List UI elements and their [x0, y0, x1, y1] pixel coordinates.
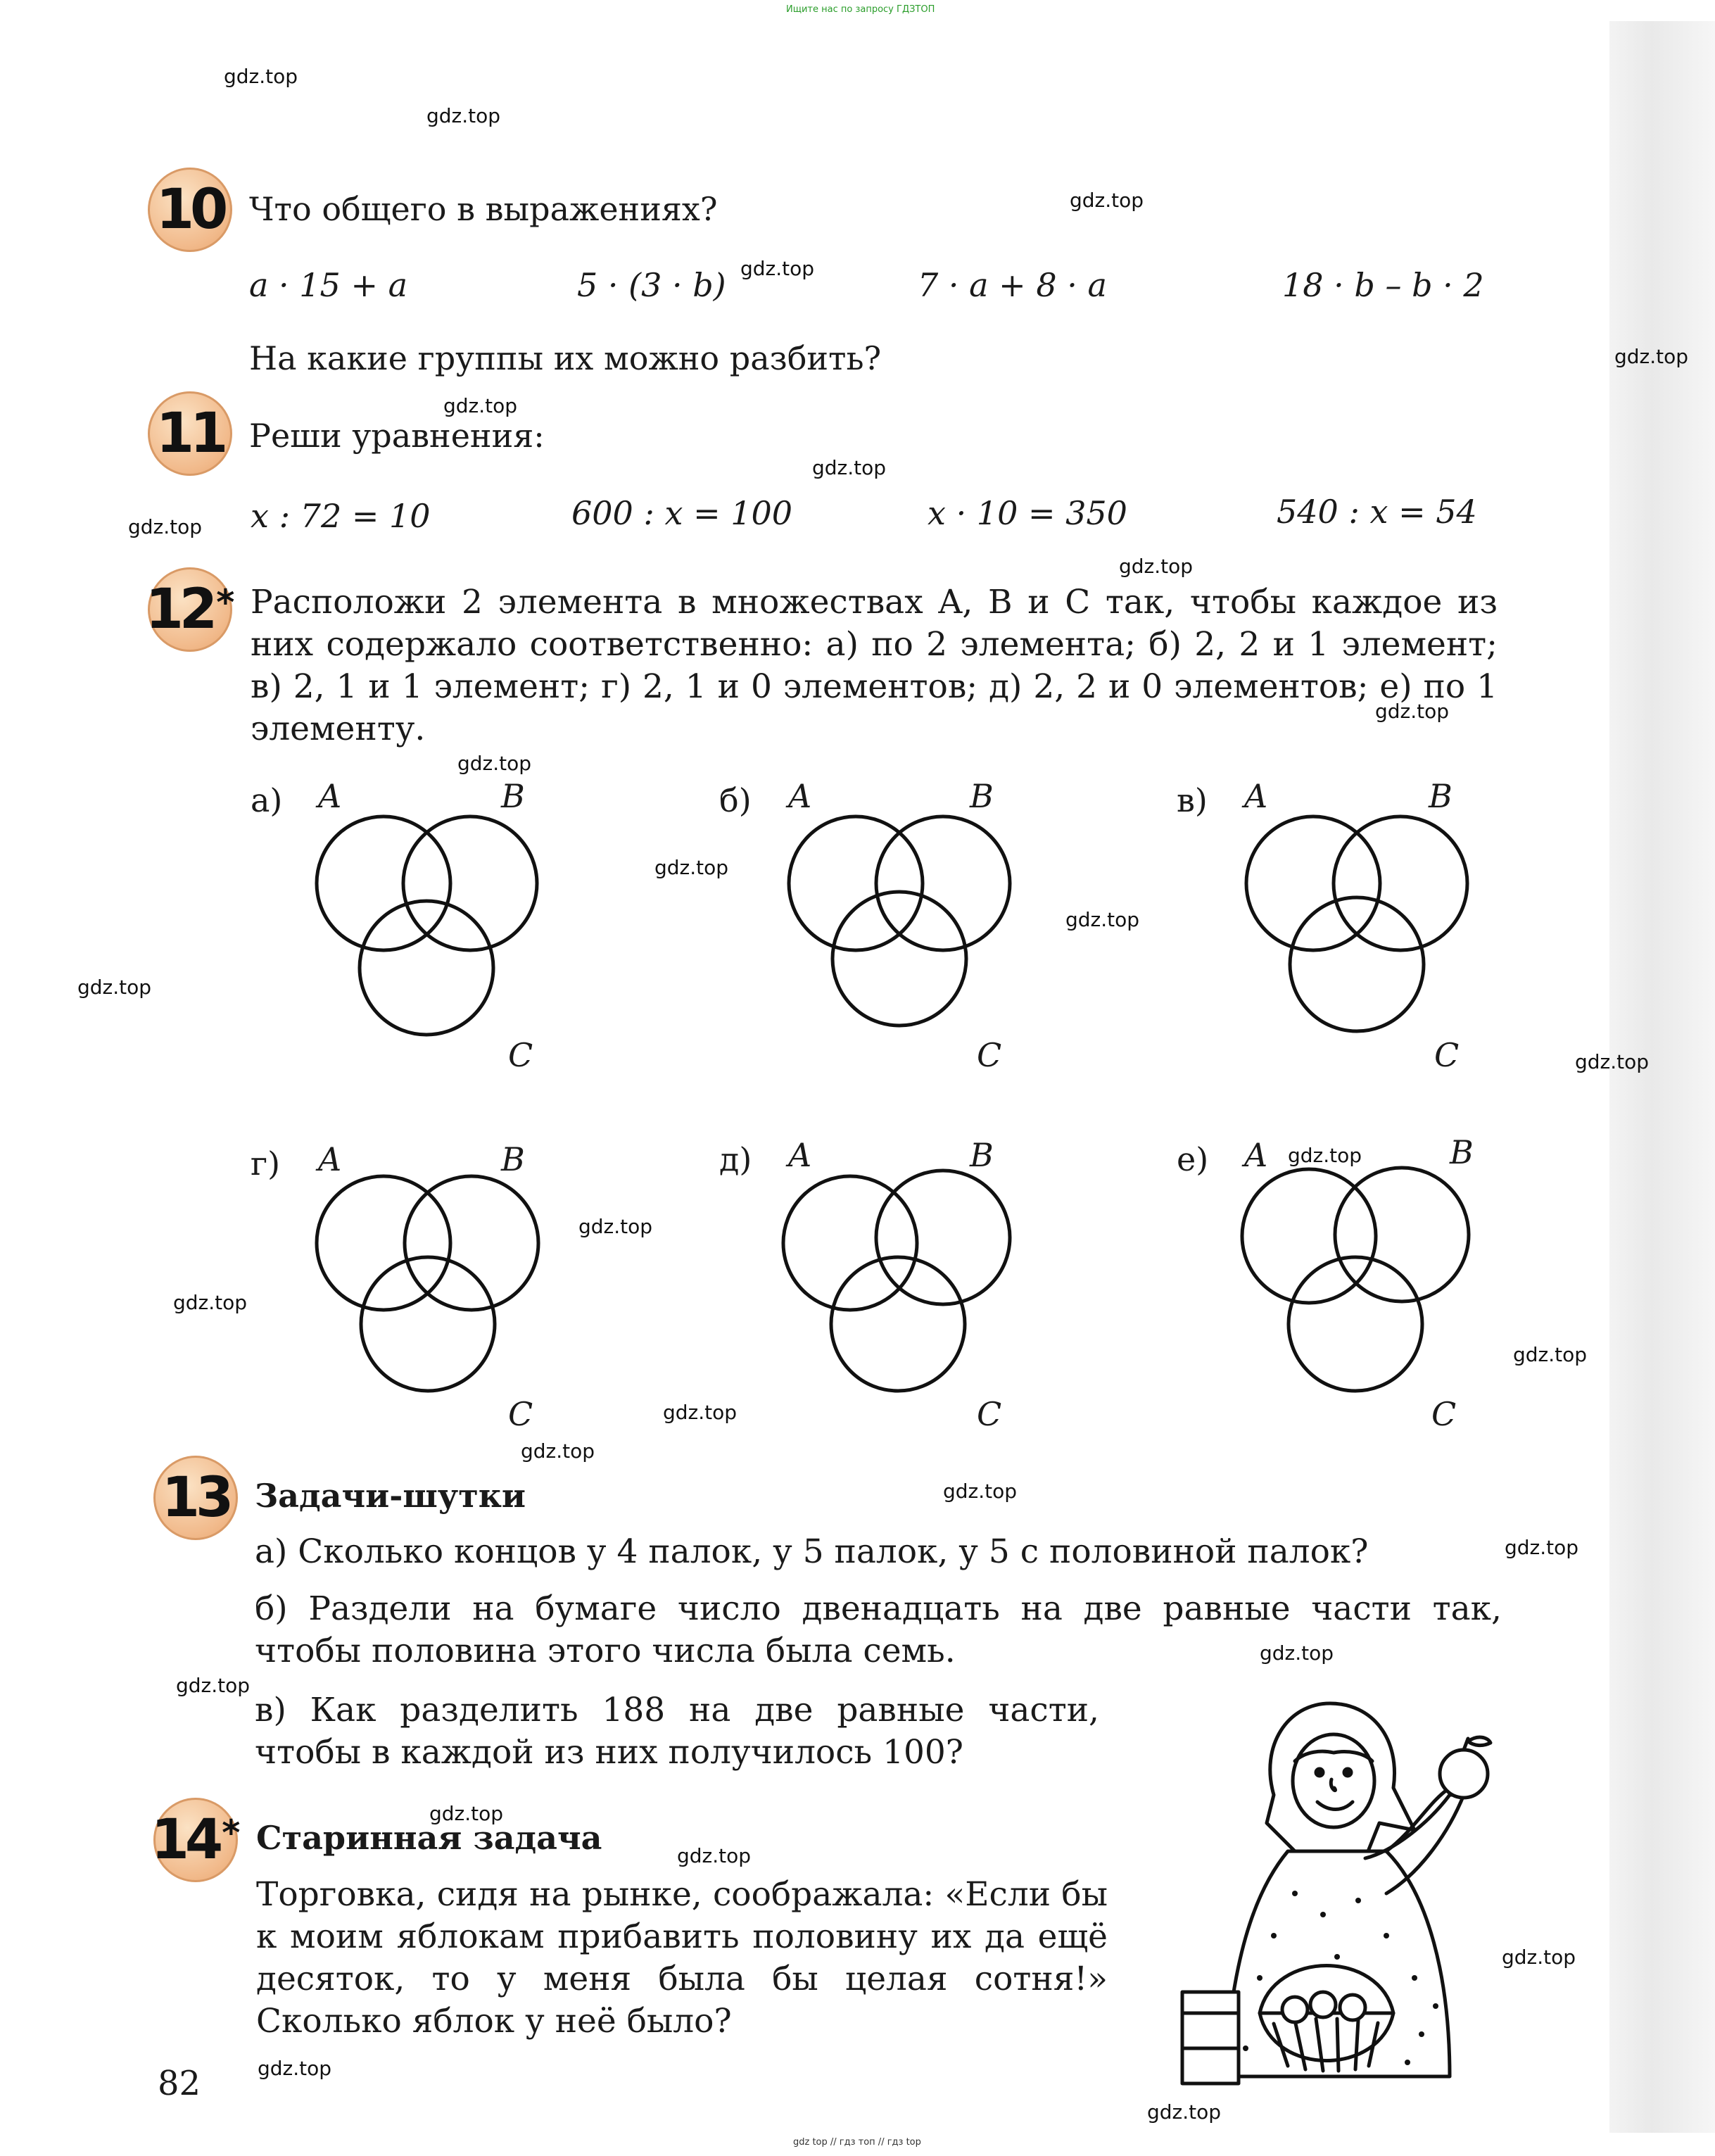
circle-a	[1246, 817, 1380, 950]
watermark: gdz.top	[258, 2057, 332, 2080]
diagram-g-label: г)	[251, 1145, 281, 1183]
watermark: gdz.top	[663, 1401, 738, 1424]
venn-diagram-v	[1224, 795, 1492, 1063]
watermark: gdz.top	[1288, 1144, 1362, 1167]
top-note: Ищите нас по запросу ГДЗТОП	[786, 4, 935, 15]
task-12-badge: 12 *	[148, 567, 232, 652]
watermark: gdz.top	[1119, 555, 1194, 578]
task-14-title: Старинная задача	[256, 1819, 602, 1857]
diagram-v-set-b: B	[1429, 777, 1453, 815]
watermark: gdz.top	[1575, 1050, 1650, 1073]
equation-1: x : 72 = 10	[251, 497, 431, 535]
watermark: gdz.top	[1505, 1536, 1579, 1559]
watermark: gdz.top	[173, 1291, 248, 1314]
venn-diagram-d	[766, 1159, 1033, 1426]
expression-2: 5 · (3 · b)	[577, 266, 726, 304]
watermark: gdz.top	[677, 1844, 752, 1867]
watermark: gdz.top	[176, 1674, 251, 1697]
diagram-g-set-c: C	[508, 1395, 533, 1433]
diagram-b-set-c: C	[977, 1036, 1002, 1074]
bottom-note: gdz top // гдз топ // гдз top	[793, 2137, 921, 2148]
diagram-d-label: д)	[719, 1140, 752, 1178]
diagram-d-set-a: A	[788, 1136, 812, 1174]
circle-b	[876, 817, 1010, 950]
diagram-b-set-a: A	[788, 777, 812, 815]
task-10-followup: На какие группы их можно разбить?	[249, 339, 882, 377]
watermark: gdz.top	[128, 515, 203, 538]
diagram-e-label: е)	[1177, 1140, 1209, 1178]
watermark: gdz.top	[77, 976, 152, 999]
watermark: gdz.top	[654, 856, 729, 879]
watermark: gdz.top	[426, 104, 501, 127]
watermark: gdz.top	[812, 456, 887, 479]
diagram-d-set-b: B	[970, 1136, 994, 1174]
circle-b	[403, 817, 537, 950]
page-spine-shadow	[1609, 21, 1715, 2133]
circle-b	[876, 1171, 1010, 1304]
venn-diagram-g	[296, 1159, 563, 1426]
watermark: gdz.top	[1375, 700, 1450, 723]
watermark: gdz.top	[943, 1480, 1018, 1503]
task-10-question: Что общего в выражениях?	[249, 190, 718, 228]
task-13-c: в) Как разделить 188 на две равные части, чтобы в каждой из них получилось 100?	[255, 1691, 1099, 1772]
circle-b	[405, 1176, 538, 1310]
diagram-e-set-c: C	[1431, 1395, 1457, 1433]
task-11-title: Реши уравнения:	[249, 417, 545, 455]
task-13-b: б) Раздели на бумаге число двенадцать на две равные части так, чтобы половина этого числа была семь.	[255, 1589, 1502, 1670]
watermark: gdz.top	[1065, 908, 1140, 931]
equation-3: x · 10 = 350	[928, 494, 1127, 532]
task-11-badge: 11	[148, 391, 232, 476]
diagram-e-set-a: A	[1244, 1136, 1268, 1174]
expression-4: 18 · b – b · 2	[1282, 266, 1484, 304]
equation-2: 600 : x = 100	[571, 494, 793, 532]
task-14-badge: 14 *	[153, 1798, 238, 1882]
watermark: gdz.top	[1614, 345, 1689, 368]
page-number: 82	[158, 2064, 201, 2103]
watermark: gdz.top	[1513, 1343, 1588, 1366]
diagram-a-set-b: B	[501, 777, 525, 815]
task-13-title: Задачи-шутки	[255, 1477, 526, 1515]
circle-c	[1290, 897, 1424, 1031]
circle-a	[783, 1176, 917, 1310]
venn-diagram-b	[766, 795, 1033, 1063]
venn-diagram-e	[1224, 1152, 1492, 1419]
expression-3: 7 · a + 8 · a	[918, 266, 1107, 304]
expression-1: a · 15 + a	[249, 266, 408, 304]
watermark: gdz.top	[443, 394, 518, 417]
watermark: gdz.top	[429, 1802, 504, 1825]
diagram-a-label: а)	[251, 781, 283, 819]
circle-c	[360, 901, 493, 1035]
circle-c	[833, 892, 966, 1026]
watermark: gdz.top	[1147, 2100, 1222, 2124]
task-13-a: а) Сколько концов у 4 палок, у 5 палок, у 5 с половиной палок?	[255, 1532, 1369, 1571]
diagram-v-label: в)	[1177, 781, 1208, 819]
circle-a	[317, 1176, 450, 1310]
circle-a	[317, 817, 450, 950]
diagram-a-set-c: C	[508, 1036, 533, 1074]
circle-b	[1335, 1168, 1469, 1301]
watermark: gdz.top	[224, 65, 298, 88]
watermark: gdz.top	[578, 1215, 653, 1238]
task-13-badge: 13	[153, 1456, 238, 1540]
diagram-b-label: б)	[719, 781, 752, 819]
watermark: gdz.top	[1260, 1641, 1334, 1665]
watermark: gdz.top	[740, 257, 815, 280]
circle-b	[1334, 817, 1467, 950]
diagram-e-set-b: B	[1450, 1133, 1474, 1171]
watermark: gdz.top	[1502, 1946, 1576, 1969]
circle-c	[361, 1257, 495, 1391]
watermark: gdz.top	[521, 1439, 595, 1463]
circle-a	[789, 817, 923, 950]
market-woman-illustration	[1154, 1682, 1506, 2105]
diagram-v-set-a: A	[1244, 777, 1268, 815]
task-12-text: Расположи 2 элемента в множествах A, B и C так, чтобы каждое из них содержало соответственно: а) по 2 элемента; б) 2, 2 и 1 элемент; в) 2, 1 и 1 элемент; г) 2, 1 и 0 элементов; д) 2, 2 и 0 элементов; е) по 1 элементу.	[251, 583, 1498, 748]
task-10-badge: 10	[148, 168, 232, 252]
circle-c	[1289, 1257, 1422, 1391]
diagram-a-set-a: A	[318, 777, 342, 815]
circle-c	[831, 1257, 965, 1391]
equation-4: 540 : x = 54	[1277, 493, 1477, 531]
watermark: gdz.top	[1070, 189, 1144, 212]
diagram-g-set-b: B	[501, 1140, 525, 1178]
task-14-text: Торговка, сидя на рынке, соображала: «Если бы к моим яблокам прибавить половину их да ещё десяток, то у меня была бы целая сотня!» Сколько яблок у неё было?	[256, 1875, 1108, 2041]
watermark: gdz.top	[457, 752, 532, 775]
diagram-v-set-c: C	[1434, 1036, 1460, 1074]
diagram-d-set-c: C	[977, 1395, 1002, 1433]
diagram-b-set-b: B	[970, 777, 994, 815]
diagram-g-set-a: A	[318, 1140, 342, 1178]
venn-diagram-a	[296, 795, 563, 1063]
